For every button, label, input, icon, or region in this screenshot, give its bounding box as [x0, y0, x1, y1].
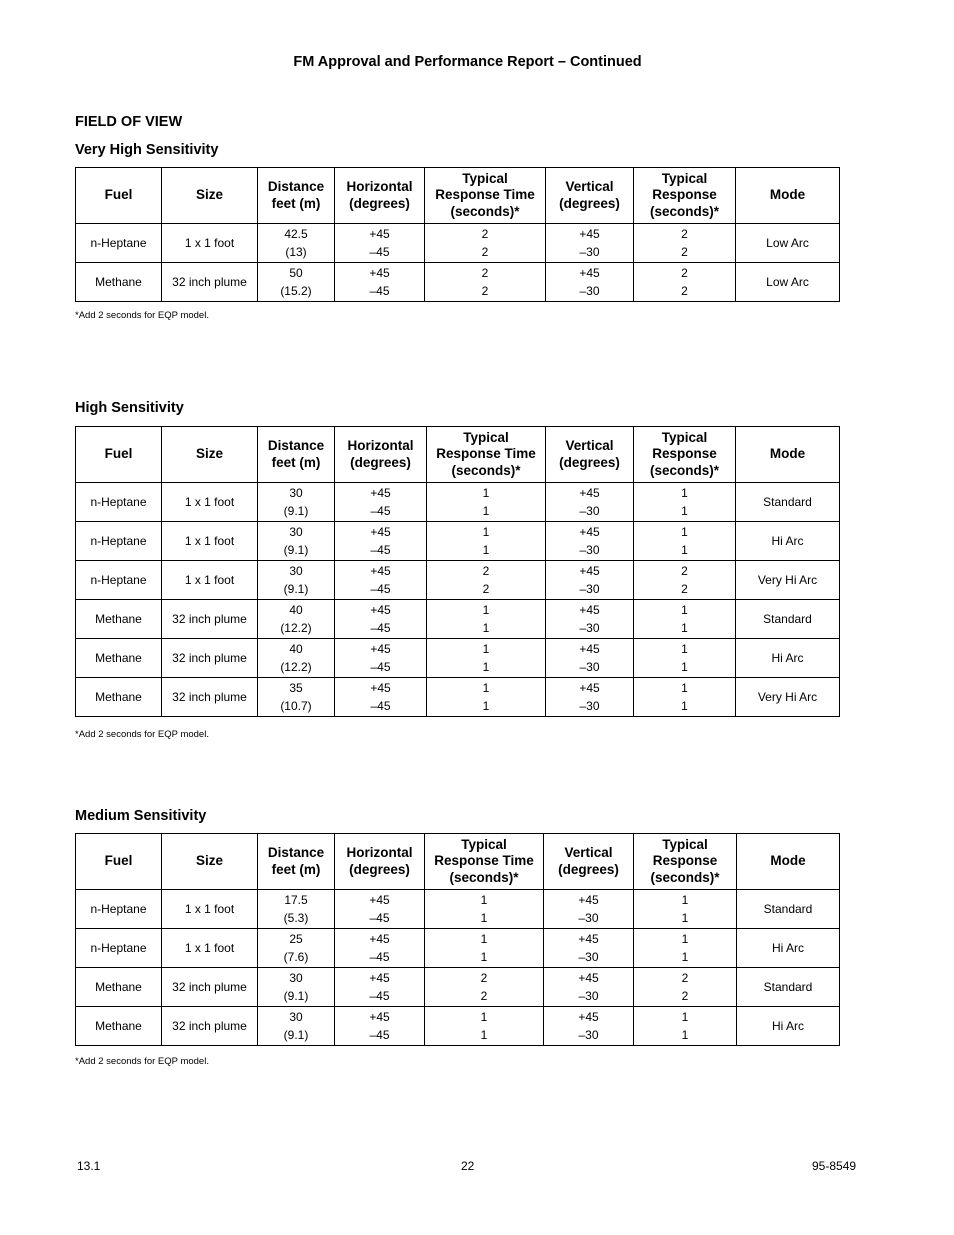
column-header-distance: Distance feet (m): [258, 427, 335, 483]
footnote: *Add 2 seconds for EQP model.: [75, 1056, 209, 1067]
cell-vertical: +45 –30: [544, 929, 634, 968]
cell-fuel: n-Heptane: [76, 522, 162, 561]
cell-size: 32 inch plume: [162, 678, 258, 717]
column-header-size: Size: [162, 168, 258, 224]
column-header-vertical: Vertical (degrees): [544, 834, 634, 890]
table-row: [76, 929, 840, 968]
cell-horizontal: +45 –45: [335, 224, 425, 263]
column-header-fuel: Fuel: [76, 168, 162, 224]
cell-vertical: +45 –30: [546, 600, 634, 639]
document-number: 95-8549: [812, 1159, 857, 1173]
cell-mode: Very Hi Arc: [736, 678, 840, 717]
cell-response-time: 2 2: [425, 224, 546, 263]
cell-response: 1 1: [634, 890, 737, 929]
cell-fuel: Methane: [76, 968, 162, 1007]
cell-response-time: 1 1: [425, 890, 544, 929]
cell-vertical: +45 –30: [546, 263, 634, 302]
cell-response: 1 1: [634, 600, 736, 639]
cell-response-time: 1 1: [427, 639, 546, 678]
cell-mode: Low Arc: [736, 263, 840, 302]
cell-vertical: +45 –30: [544, 890, 634, 929]
cell-horizontal: +45 –45: [335, 890, 425, 929]
cell-horizontal: +45 –45: [335, 929, 425, 968]
header-row: [76, 427, 840, 483]
cell-mode: Standard: [736, 600, 840, 639]
cell-size: 32 inch plume: [162, 639, 258, 678]
cell-horizontal: +45 –45: [335, 522, 427, 561]
cell-response: 2 2: [634, 968, 737, 1007]
table-row: [76, 263, 840, 302]
cell-horizontal: +45 –45: [335, 263, 425, 302]
table-title: Very High Sensitivity: [75, 142, 219, 158]
cell-distance: 30 (9.1): [258, 483, 335, 522]
cell-size: 1 x 1 foot: [162, 522, 258, 561]
cell-response-time: 1 1: [427, 600, 546, 639]
column-header-horizontal: Horizontal (degrees): [335, 427, 427, 483]
cell-response-time: 1 1: [425, 1007, 544, 1046]
cell-fuel: Methane: [76, 263, 162, 302]
cell-mode: Standard: [737, 968, 840, 1007]
cell-fuel: n-Heptane: [76, 483, 162, 522]
sensitivity-table: [75, 426, 840, 717]
cell-distance: 42.5 (13): [258, 224, 335, 263]
cell-distance: 40 (12.2): [258, 639, 335, 678]
column-header-horizontal: Horizontal (degrees): [335, 834, 425, 890]
column-header-response: Typical Response (seconds)*: [634, 168, 736, 224]
cell-fuel: Methane: [76, 639, 162, 678]
cell-fuel: n-Heptane: [76, 890, 162, 929]
column-header-response: Typical Response (seconds)*: [634, 834, 737, 890]
cell-mode: Hi Arc: [737, 929, 840, 968]
table-title: High Sensitivity: [75, 400, 184, 416]
cell-fuel: Methane: [76, 600, 162, 639]
table-row: [76, 483, 840, 522]
table-title: Medium Sensitivity: [75, 808, 207, 824]
header-row: [76, 834, 840, 890]
column-header-fuel: Fuel: [76, 427, 162, 483]
cell-response-time: 1 1: [425, 929, 544, 968]
cell-size: 1 x 1 foot: [162, 890, 258, 929]
cell-vertical: +45 –30: [546, 522, 634, 561]
cell-distance: 30 (9.1): [258, 522, 335, 561]
cell-size: 1 x 1 foot: [162, 561, 258, 600]
table-row: [76, 1007, 840, 1046]
cell-size: 32 inch plume: [162, 263, 258, 302]
cell-vertical: +45 –30: [546, 561, 634, 600]
cell-size: 32 inch plume: [162, 600, 258, 639]
cell-response: 1 1: [634, 678, 736, 717]
cell-vertical: +45 –30: [546, 483, 634, 522]
cell-vertical: +45 –30: [546, 639, 634, 678]
cell-response-time: 2 2: [427, 561, 546, 600]
cell-vertical: +45 –30: [546, 678, 634, 717]
cell-response-time: 2 2: [425, 968, 544, 1007]
column-header-horizontal: Horizontal (degrees): [335, 168, 425, 224]
cell-response-time: 2 2: [425, 263, 546, 302]
table-row: [76, 522, 840, 561]
cell-size: 1 x 1 foot: [162, 224, 258, 263]
cell-response: 2 2: [634, 561, 736, 600]
cell-fuel: Methane: [76, 1007, 162, 1046]
cell-distance: 35 (10.7): [258, 678, 335, 717]
cell-response: 2 2: [634, 263, 736, 302]
cell-distance: 30 (9.1): [258, 1007, 335, 1046]
column-header-distance: Distance feet (m): [258, 168, 335, 224]
cell-distance: 30 (9.1): [258, 561, 335, 600]
cell-vertical: +45 –30: [544, 1007, 634, 1046]
cell-distance: 40 (12.2): [258, 600, 335, 639]
cell-horizontal: +45 –45: [335, 600, 427, 639]
cell-response-time: 1 1: [427, 483, 546, 522]
cell-mode: Hi Arc: [736, 522, 840, 561]
cell-response: 1 1: [634, 929, 737, 968]
cell-horizontal: +45 –45: [335, 561, 427, 600]
column-header-fuel: Fuel: [76, 834, 162, 890]
sensitivity-table: [75, 167, 840, 302]
cell-response: 1 1: [634, 483, 736, 522]
sensitivity-table: [75, 833, 840, 1046]
table-row: [76, 890, 840, 929]
table-row: [76, 678, 840, 717]
table-row: [76, 561, 840, 600]
cell-mode: Low Arc: [736, 224, 840, 263]
cell-distance: 25 (7.6): [258, 929, 335, 968]
column-header-response-time: Typical Response Time (seconds)*: [425, 834, 544, 890]
cell-fuel: n-Heptane: [76, 561, 162, 600]
cell-vertical: +45 –30: [544, 968, 634, 1007]
cell-size: 32 inch plume: [162, 1007, 258, 1046]
cell-distance: 50 (15.2): [258, 263, 335, 302]
cell-horizontal: +45 –45: [335, 639, 427, 678]
column-header-size: Size: [162, 427, 258, 483]
section-title: FIELD OF VIEW: [75, 114, 183, 130]
table-row: [76, 968, 840, 1007]
page-number: 22: [461, 1159, 475, 1173]
cell-response: 1 1: [634, 522, 736, 561]
cell-response-time: 1 1: [427, 522, 546, 561]
cell-mode: Standard: [737, 890, 840, 929]
footnote: *Add 2 seconds for EQP model.: [75, 729, 209, 740]
cell-distance: 17.5 (5.3): [258, 890, 335, 929]
cell-response: 1 1: [634, 639, 736, 678]
cell-horizontal: +45 –45: [335, 483, 427, 522]
cell-mode: Standard: [736, 483, 840, 522]
cell-response-time: 1 1: [427, 678, 546, 717]
cell-mode: Hi Arc: [737, 1007, 840, 1046]
column-header-response-time: Typical Response Time (seconds)*: [427, 427, 546, 483]
cell-vertical: +45 –30: [546, 224, 634, 263]
cell-response: 2 2: [634, 224, 736, 263]
cell-fuel: Methane: [76, 678, 162, 717]
cell-mode: Hi Arc: [736, 639, 840, 678]
header-row: [76, 168, 840, 224]
column-header-vertical: Vertical (degrees): [546, 168, 634, 224]
cell-fuel: n-Heptane: [76, 224, 162, 263]
column-header-vertical: Vertical (degrees): [546, 427, 634, 483]
cell-horizontal: +45 –45: [335, 1007, 425, 1046]
column-header-size: Size: [162, 834, 258, 890]
cell-distance: 30 (9.1): [258, 968, 335, 1007]
cell-response: 1 1: [634, 1007, 737, 1046]
cell-horizontal: +45 –45: [335, 968, 425, 1007]
cell-fuel: n-Heptane: [76, 929, 162, 968]
table-row: [76, 639, 840, 678]
cell-mode: Very Hi Arc: [736, 561, 840, 600]
column-header-distance: Distance feet (m): [258, 834, 335, 890]
column-header-mode: Mode: [736, 168, 840, 224]
footnote: *Add 2 seconds for EQP model.: [75, 310, 209, 321]
table-row: [76, 600, 840, 639]
column-header-response: Typical Response (seconds)*: [634, 427, 736, 483]
column-header-mode: Mode: [736, 427, 840, 483]
column-header-response-time: Typical Response Time (seconds)*: [425, 168, 546, 224]
cell-size: 1 x 1 foot: [162, 483, 258, 522]
revision-number: 13.1: [77, 1159, 101, 1173]
cell-size: 1 x 1 foot: [162, 929, 258, 968]
cell-size: 32 inch plume: [162, 968, 258, 1007]
page-header: FM Approval and Performance Report – Continued: [293, 54, 642, 70]
cell-horizontal: +45 –45: [335, 678, 427, 717]
table-row: [76, 224, 840, 263]
column-header-mode: Mode: [737, 834, 840, 890]
